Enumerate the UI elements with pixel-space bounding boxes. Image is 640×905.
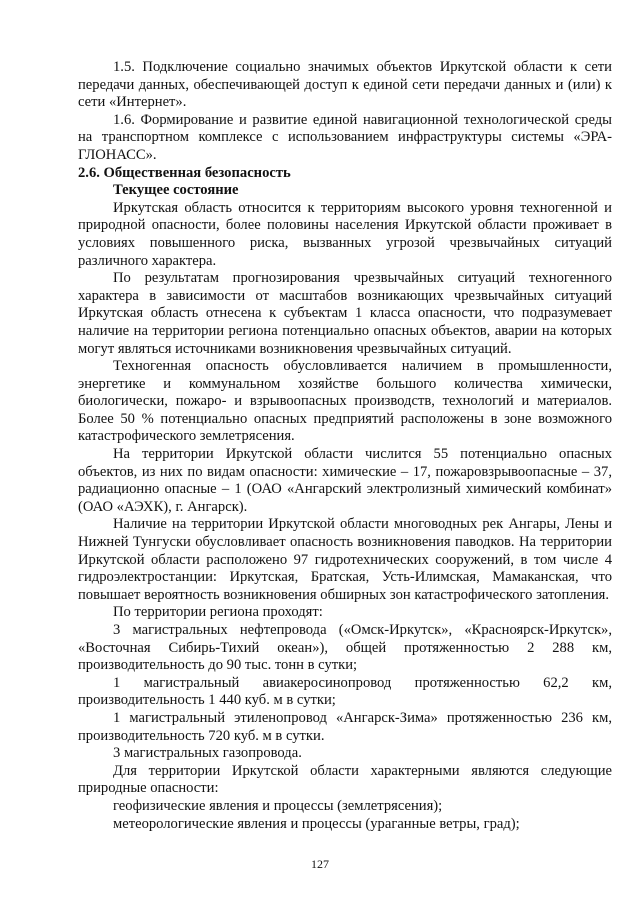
- body-paragraph: Иркутская область относится к территориям высокого уровня техногенной и природной опасности, более половины населения Иркутской области проживает в условиях повышенного риска, вызванных угрозой чрезвычайных ситуаций различного характера.: [78, 199, 612, 269]
- page-number: 127: [311, 857, 329, 871]
- body-paragraph: По результатам прогнозирования чрезвычайных ситуаций техногенного характера в зависимости от масштабов возникающих чрезвычайных ситуаций Иркутская область отнесена к субъектам 1 класса опасности, что подразумевает наличие на территории региона потенциально опасных объектов, аварии на которых могут являться источниками возникновения чрезвычайных ситуаций.: [78, 270, 612, 357]
- hazard-item: геофизические явления и процессы (землетрясения);: [113, 797, 443, 814]
- body-paragraph: По территории региона проходят:: [113, 604, 323, 621]
- section-subtitle: Текущее состояние: [113, 182, 239, 199]
- body-paragraph: Наличие на территории Иркутской области многоводных рек Ангары, Лены и Нижней Тунгуски обусловливает опасность возникновения паводков. На территории Иркутской области расположено 97 гидротехнических сооружений, в том числе 4 гидроэлектростанции: Иркутская, Братская, Усть-Илимская, Мамаканская, что повышает вероятность возникновения обширных зон катастрофического затопления.: [78, 516, 612, 603]
- hazard-item: метеорологические явления и процессы (ураганные ветры, град);: [113, 815, 520, 832]
- body-paragraph: Техногенная опасность обусловливается наличием в промышленности, энергетике и коммунальном хозяйстве большого количества химически, биологически, пожаро- и взрывоопасных производств, технологий и материалов. Более 50 % потенциально опасных предприятий расположены в зоне возможного катастрофического землетрясения.: [78, 358, 612, 445]
- body-paragraph: Для территории Иркутской области характерными являются следующие природные опасности:: [78, 762, 612, 797]
- pipeline-item: 3 магистральных нефтепровода («Омск-Иркутск», «Красноярск-Иркутск», «Восточная Сибирь-Тихий океан»), общей протяженностью 2 288 км, производительность до 90 тыс. тонн в сутки;: [78, 622, 612, 674]
- section-title: 2.6. Общественная безопасность: [78, 164, 291, 181]
- paragraph-1-6: 1.6. Формирование и развитие единой навигационной технологической среды на транспортном комплексе с использованием инфраструктуры системы «ЭРА-ГЛОНАСС».: [78, 111, 612, 163]
- paragraph-1-5: 1.5. Подключение социально значимых объектов Иркутской области к сети передачи данных, обеспечивающей доступ к единой сети передачи данных и (или) к сети «Интернет».: [78, 59, 612, 111]
- body-paragraph: На территории Иркутской области числится 55 потенциально опасных объектов, из них по видам опасности: химические – 17, пожаровзрывоопасные – 37, радиационно опасные – 1 (ОАО «Ангарский электролизный химический комбинат» (ОАО «АЭХК), г. Ангарск).: [78, 446, 612, 515]
- document-page: [78, 59, 612, 833]
- pipeline-item: 3 магистральных газопровода.: [113, 745, 302, 762]
- pipeline-item: 1 магистральный авиакеросинопровод протяженностью 62,2 км, производительность 1 440 куб. м в сутки;: [78, 674, 612, 709]
- pipeline-item: 1 магистральный этиленопровод «Ангарск-Зима» протяженностью 236 км, производительность 720 куб. м в сутки.: [78, 709, 612, 744]
